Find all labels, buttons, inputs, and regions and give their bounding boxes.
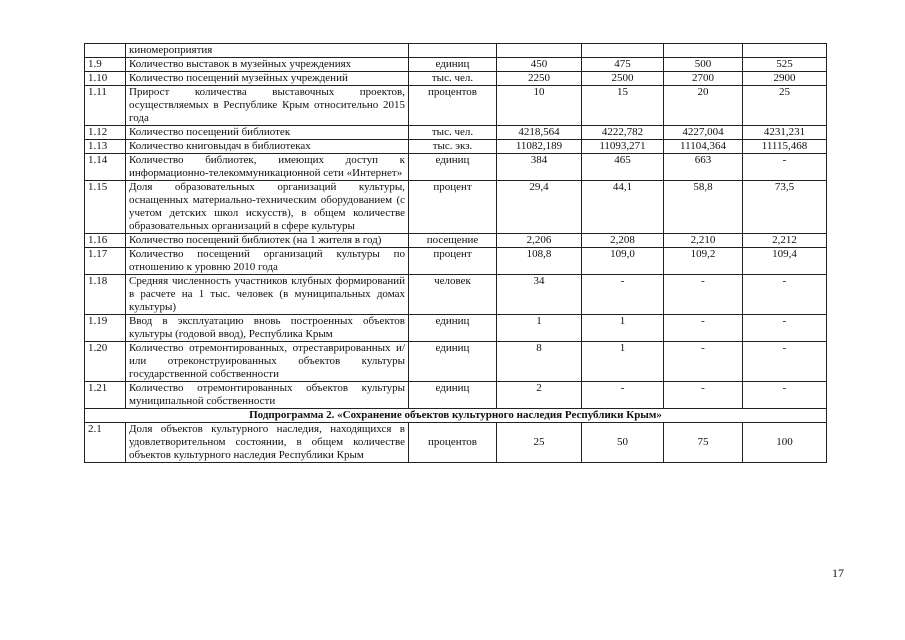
unit-cell: посещение [409,234,497,248]
value-cell [664,44,743,58]
value-cell: 2700 [664,72,743,86]
value-cell: 4231,231 [743,126,827,140]
value-cell: 2,212 [743,234,827,248]
table-row [85,342,827,382]
row-number: 1.16 [85,234,126,248]
value-cell: 500 [664,58,743,72]
indicator-name: киномероприятия [126,44,409,58]
value-cell: 2250 [497,72,582,86]
indicator-name: Количество выставок в музейных учреждениях [126,58,409,72]
value-cell: 1 [582,315,664,342]
page-number: 17 [832,566,844,580]
row-number: 1.20 [85,342,126,382]
value-cell: 29,4 [497,181,582,234]
indicator-name: Средняя численность участников клубных формирований в расчете на 1 тыс. человек (в муниципальных домах культуры) [126,275,409,315]
indicator-name: Ввод в эксплуатацию вновь построенных объектов культуры (годовой ввод), Республика Крым [126,315,409,342]
value-cell: 475 [582,58,664,72]
value-cell: 25 [497,423,582,463]
value-cell: 25 [743,86,827,126]
unit-cell: процент [409,248,497,275]
value-cell: 2,208 [582,234,664,248]
value-cell: 73,5 [743,181,827,234]
value-cell: - [664,275,743,315]
unit-cell: единиц [409,58,497,72]
value-cell: - [743,342,827,382]
unit-cell: единиц [409,342,497,382]
row-number: 1.14 [85,154,126,181]
value-cell: 2900 [743,72,827,86]
value-cell: 1 [497,315,582,342]
indicator-name: Количество посещений организаций культуры по отношению к уровню 2010 года [126,248,409,275]
unit-cell: тыс. экз. [409,140,497,154]
value-cell: 100 [743,423,827,463]
row-number: 1.19 [85,315,126,342]
value-cell: 2,210 [664,234,743,248]
row-number: 1.18 [85,275,126,315]
table-row [85,423,827,463]
unit-cell [409,44,497,58]
table-row [85,126,827,140]
value-cell: 15 [582,86,664,126]
value-cell: - [582,275,664,315]
value-cell: 20 [664,86,743,126]
value-cell: 4218,564 [497,126,582,140]
row-number: 1.10 [85,72,126,86]
table-row [85,44,827,58]
unit-cell: процентов [409,423,497,463]
value-cell: 465 [582,154,664,181]
value-cell: - [582,382,664,409]
value-cell: - [664,382,743,409]
table-row [85,382,827,409]
indicator-name: Количество отремонтированных объектов культуры муниципальной собственности [126,382,409,409]
unit-cell: единиц [409,154,497,181]
subprogram-title: Подпрограмма 2. «Сохранение объектов культурного наследия Республики Крым» [85,409,827,423]
value-cell [743,44,827,58]
value-cell: 525 [743,58,827,72]
row-number: 1.17 [85,248,126,275]
value-cell: 109,2 [664,248,743,275]
indicator-name: Количество отремонтированных, отреставрированных и/или отреконструированных объектов культуры государственной собственности [126,342,409,382]
value-cell: 11104,364 [664,140,743,154]
value-cell: 4227,004 [664,126,743,140]
value-cell: 4222,782 [582,126,664,140]
indicator-name: Количество посещений библиотек [126,126,409,140]
table-row [85,248,827,275]
value-cell: - [743,382,827,409]
value-cell: 11082,189 [497,140,582,154]
value-cell: 384 [497,154,582,181]
row-number: 1.15 [85,181,126,234]
value-cell: - [743,275,827,315]
value-cell: - [743,315,827,342]
value-cell: - [664,342,743,382]
table-row [85,234,827,248]
unit-cell: единиц [409,382,497,409]
value-cell: 109,4 [743,248,827,275]
indicator-name: Прирост количества выставочных проектов, осуществляемых в Республике Крым относительно 2015 года [126,86,409,126]
indicator-name: Доля образовательных организаций культуры, оснащенных материально-техническим оборудованием (с учетом детских школ искусств), в общем количестве образовательных организаций в сфере культуры [126,181,409,234]
unit-cell: человек [409,275,497,315]
value-cell: 44,1 [582,181,664,234]
row-number [85,44,126,58]
row-number: 1.9 [85,58,126,72]
unit-cell: единиц [409,315,497,342]
value-cell [582,44,664,58]
row-number: 2.1 [85,423,126,463]
value-cell: 108,8 [497,248,582,275]
value-cell: 10 [497,86,582,126]
subprogram-row [85,409,827,423]
unit-cell: тыс. чел. [409,72,497,86]
value-cell [497,44,582,58]
value-cell: 663 [664,154,743,181]
unit-cell: тыс. чел. [409,126,497,140]
value-cell: 8 [497,342,582,382]
table-row [85,315,827,342]
value-cell: 450 [497,58,582,72]
table-row [85,140,827,154]
table-row [85,72,827,86]
value-cell: 34 [497,275,582,315]
indicator-name: Доля объектов культурного наследия, находящихся в удовлетворительном состоянии, в общем количестве объектов культурного наследия Республики Крым [126,423,409,463]
row-number: 1.21 [85,382,126,409]
unit-cell: процентов [409,86,497,126]
row-number: 1.11 [85,86,126,126]
unit-cell: процент [409,181,497,234]
indicators-table-body [85,44,827,463]
indicator-name: Количество посещений музейных учреждений [126,72,409,86]
value-cell: - [743,154,827,181]
table-row [85,275,827,315]
value-cell: 1 [582,342,664,382]
indicators-table [84,43,827,463]
value-cell: 58,8 [664,181,743,234]
value-cell: 11093,271 [582,140,664,154]
indicator-name: Количество книговыдач в библиотеках [126,140,409,154]
row-number: 1.12 [85,126,126,140]
value-cell: 2500 [582,72,664,86]
table-row [85,154,827,181]
table-row [85,86,827,126]
value-cell: 11115,468 [743,140,827,154]
value-cell: 75 [664,423,743,463]
indicator-name: Количество библиотек, имеющих доступ к информационно-телекоммуникационной сети «Интернет» [126,154,409,181]
indicator-name: Количество посещений библиотек (на 1 жителя в год) [126,234,409,248]
table-row [85,181,827,234]
value-cell: 2,206 [497,234,582,248]
table-row [85,58,827,72]
row-number: 1.13 [85,140,126,154]
value-cell: 50 [582,423,664,463]
value-cell: 2 [497,382,582,409]
value-cell: - [664,315,743,342]
value-cell: 109,0 [582,248,664,275]
